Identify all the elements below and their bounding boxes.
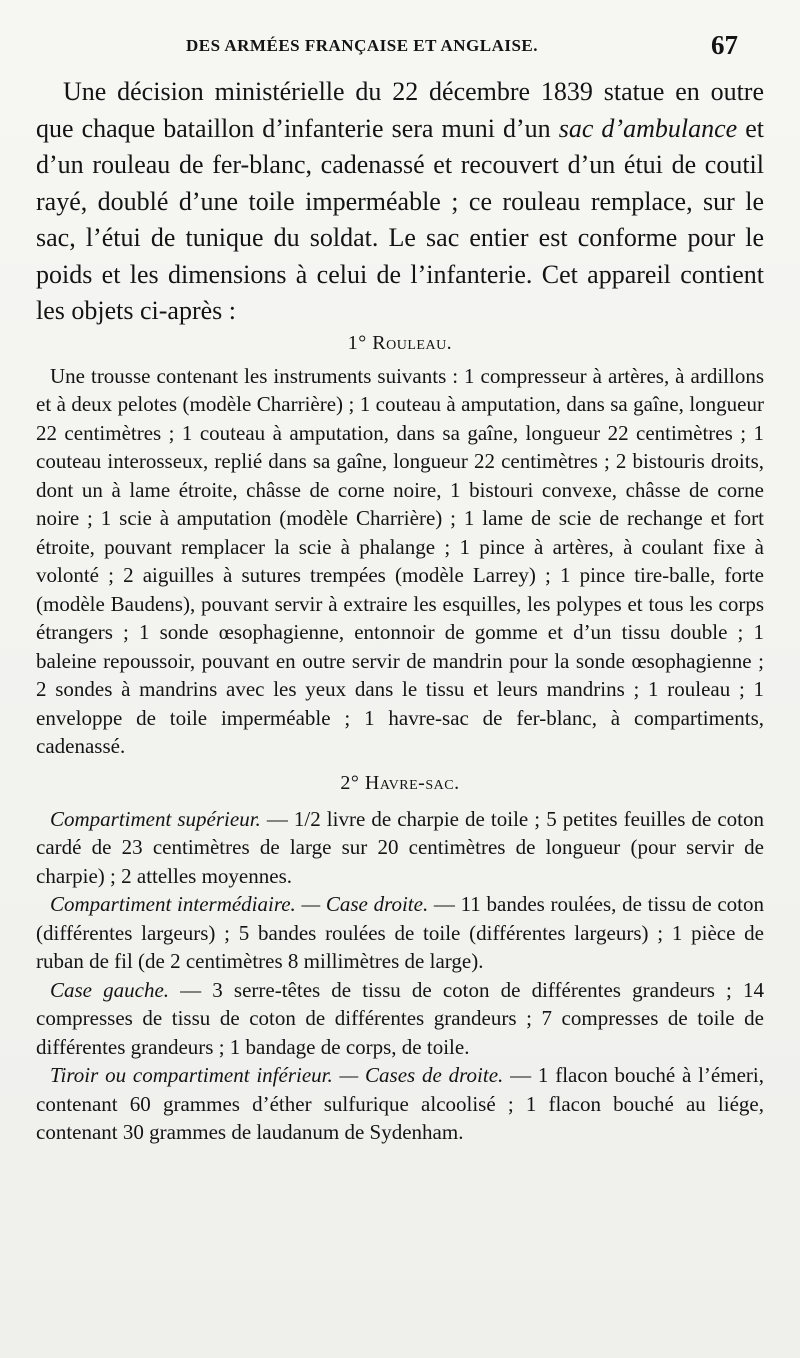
rouleau-paragraph: Une trousse contenant les instruments suivants : 1 compresseur à artères, à ardillons et à deux pelotes (modèle Charrière) ; 1 couteau à amputation, dans sa gaîne, longueur 22 centimètres ; 1 couteau à amputation, dans sa gaîne, longueur 22 centimètres ; 1 couteau interosseux, replié dans sa gaîne, longueur 22 centimètres ; 2 bistouris droits, dont un à lame étroite, châsse de corne noire, 1 bistouri convexe, châsse de corne noire ; 1 scie à amputation (modèle Charrière) ; 1 lame de scie de rechange et fort étroite, pouvant remplacer la scie à phalange ; 1 pince à artères, à coulant fixe à volonté ; 2 aiguilles à sutures trempées (modèle Larrey) ; 1 pince tire-balle, forte (modèle Baudens), pouvant servir à extraire les esquilles, les polypes et tous les corps étrangers ; 1 sonde œsophagienne, entonnoir de gomme et d’un tissu double ; 1 baleine repoussoir, pouvant en outre servir de mandrin pour la sonde œsophagienne ; 2 sondes à mandrins avec les yeux dans le tissu et leurs mandrins ; 1 rouleau ; 1 enveloppe de toile imperméable ; 1 havre-sac de fer-blanc, à compartiments, cadenassé. [36, 363, 764, 758]
compartment-text: — 11 bandes roulées, de tissu de coton (différentes largeurs) ; 5 bandes roulées de toile (différentes largeurs) ; 1 pièce de ruban de fil (de 2 centimètres 8 millimètres de large). [36, 892, 764, 973]
compartment-text: — 3 serre-têtes de tissu de coton de différentes grandeurs ; 14 compresses de tissu de coton de différentes grandeurs ; 7 compresses de toile de différentes grandeurs ; 1 bandage de corps, de toile. [36, 977, 764, 1059]
compartment-text: — 1 flacon bouché à l’émeri, contenant 60 grammes d’éther sulfurique alcoolisé ; 1 flacon bouché au liége, contenant 30 grammes de laudanum de Sydenham. [36, 1063, 764, 1144]
intro-text-after: et d’un rouleau de fer-blanc, cadenassé et recouvert d’un étui de coutil rayé, doublé d’une toile imperméable ; ce rouleau remplace, sur le sac, l’étui de tunique du soldat. Le sac entier est conforme pour le poids et les dimensions à celui de l’infanterie. Cet appareil contient les objets ci-après : [36, 113, 764, 325]
section-heading-rouleau: 1° Rouleau. [347, 331, 453, 354]
compartment-label: Case gauche. [50, 977, 170, 1002]
compartment-label: Tiroir ou compartiment inférieur. [50, 1063, 333, 1087]
page-number: 67 [711, 30, 738, 60]
compartment-label: Compartiment supérieur. [50, 806, 261, 831]
section-heading-havre-sac: 2° Havre-sac. [340, 771, 460, 794]
page-body [36, 74, 764, 1147]
running-head: DES ARMÉES FRANÇAISE ET ANGLAISE. [186, 36, 539, 55]
intro-paragraph [36, 74, 764, 330]
compartment-sublabel: — Cases de droite. [332, 1063, 504, 1087]
compartment-paragraph [36, 1061, 764, 1147]
page-header [60, 30, 740, 64]
compartment-paragraph [36, 976, 764, 1062]
compartment-sublabel: — Case droite. [295, 892, 429, 916]
intro-text-before: Une décision ministérielle du 22 décembre 1839 statue en outre que chaque bataillon d’infanterie sera muni d’un [36, 77, 764, 143]
compartment-paragraph [36, 805, 764, 891]
compartment-text: — 1/2 livre de charpie de toile ; 5 petites feuilles de coton cardé de 23 centimètres de large sur 20 centimètres de longueur (pour servir de charpie) ; 2 attelles moyennes. [36, 806, 765, 888]
intro-italic-term: sac d’ambulance [558, 113, 738, 143]
compartment-paragraph [36, 890, 764, 976]
compartment-label: Compartiment intermédiaire. [50, 892, 296, 916]
